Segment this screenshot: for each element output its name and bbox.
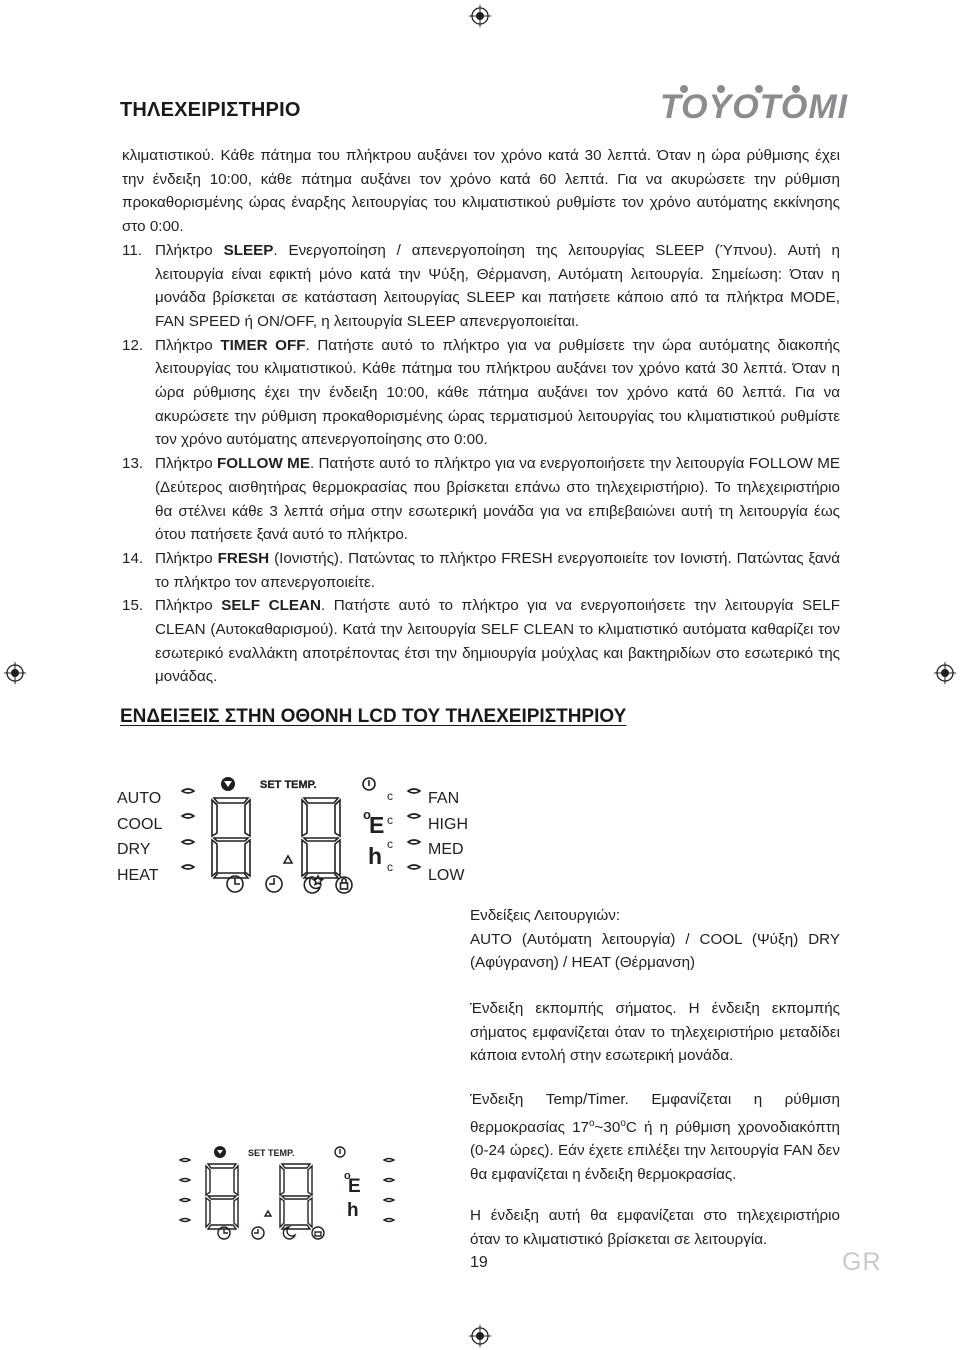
mode-labels — [117, 786, 162, 888]
seven-segment-digit — [212, 798, 250, 878]
item-prefix: Πλήκτρο — [155, 455, 218, 473]
degree-symbol: o — [363, 807, 371, 822]
list-item — [122, 594, 840, 689]
brand-logo — [660, 84, 849, 128]
lcd-operation-diagram — [172, 1134, 412, 1240]
item-text: . Πατήστε αυτό το πλήκτρο για να ρυθμίσετε την ώρα αυτόματης διακοπής λειτουργίας του κλιματιστικού. Κάθε πάτημα του πλήκτρου αυξάνει τον χρόνο κατά 30 λεπτά. Όταν η ώρα ρύθμισης έχει την ένδειξη 10:00, κάθε πάτημα αυξάνει τον χρόνο κατά 60 λεπτά. Για να ακυρώσετε την ρύθμιση προκαθορισμένης ώρας τερματισμού λειτουργίας του κλιματιστικού ρυθμίστε τον χρόνο αυτόματης απενεργοποίησης στο 0:00. — [155, 336, 840, 449]
fan-c-marker: c — [387, 789, 393, 803]
seven-segment-digit — [302, 798, 340, 878]
key-name: SLEEP — [223, 241, 274, 259]
fan-label-low: LOW — [428, 866, 465, 884]
signal-icon — [265, 1211, 271, 1216]
lcd-letter-h: h — [347, 1200, 359, 1221]
lock-icon — [312, 1227, 324, 1239]
item-prefix: Πλήκτρο — [155, 336, 221, 354]
registration-mark-icon — [469, 1325, 491, 1347]
fan-label-fan: FAN — [428, 790, 460, 807]
set-temp-label: SET TEMP. — [260, 779, 317, 791]
key-name: FRESH — [217, 549, 270, 567]
lcd-letter-h: h — [368, 843, 383, 869]
item-prefix: Πλήκτρο — [155, 241, 224, 259]
list-item — [122, 452, 840, 547]
transmit-icon — [221, 777, 235, 791]
description-text: AUTO (Αυτόματη λειτουργία) / COOL (Ψύξη) DRY (Αφύγρανση) / HEAT (Θέρμανση) — [470, 930, 840, 972]
description-text: Ένδειξη εκπομπής σήματος. Η ένδειξη εκπομπής σήματος εμφανίζεται όταν το τηλεχειριστήριο μεταδίδει κάποια εντολή στην εσωτερική μονάδα. — [470, 1000, 840, 1065]
lcd-letter-e: E — [369, 812, 385, 838]
description-text-part: Ένδειξη Temp/Timer. Εμφανίζεται η ρύθμιση θερμοκρασίας 17 — [470, 1091, 840, 1136]
lcd-letter-e: E — [348, 1176, 361, 1197]
description-text — [470, 1088, 840, 1186]
description-temp-timer — [470, 1088, 840, 1186]
description-text-part: ~30 — [594, 1118, 621, 1136]
mode-label-heat: HEAT — [117, 866, 159, 884]
superscript-degree: o — [620, 1117, 626, 1129]
instructions-body — [122, 144, 840, 689]
item-text: (Ιονιστής). Πατώντας το πλήκτρο FRESH ενεργοποιείτε τον Ιονιστή. Πατώντας ξανά το πλήκτρο τον απενεργοποιείτε. — [155, 549, 840, 591]
description-text-part: C ή η ρύθμιση χρονοδιακόπτη (0-24 ώρες). Εάν έχετε επιλέξει την λειτουργία FAN δεν θα εμφανίζεται η ένδειξη θερμοκρασίας. — [470, 1118, 840, 1183]
key-name: SELF CLEAN — [221, 597, 321, 615]
fan-indicator — [408, 814, 420, 818]
description-title: Ενδείξεις Λειτουργιών: — [470, 907, 621, 924]
mode-label-dry: DRY — [117, 841, 151, 858]
timer-on-icon — [227, 876, 243, 892]
fan-c-marker: c — [387, 813, 393, 827]
fan-c-marker: c — [387, 860, 393, 874]
seven-segment-digit — [206, 1164, 238, 1229]
item-text: . Ενεργοποίηση / απενεργοποίηση της λειτουργίας SLEEP (Ύπνου). Αυτή η λειτουργία είναι εφικτή μόνο κατά την Ψύξη, Θέρμανση, Αυτόματη λειτουργία. Σημείωση: Όταν η μονάδα βρίσκεται σε κατάσταση λειτουργίας SLEEP και πατήσετε κάποιο από τα πλήκτρα MODE, FAN SPEED ή ON/OFF, η λειτουργία SLEEP απενεργοποιείται. — [155, 241, 840, 330]
transmit-icon — [214, 1146, 226, 1158]
section-title: ΕΝΔΕΙΞΕΙΣ ΣΤΗΝ ΟΘΟΝΗ LCD ΤΟΥ ΤΗΛΕΧΕΙΡΙΣΤΗΡΙΟΥ — [120, 706, 627, 727]
item-number: 13. — [122, 455, 144, 473]
fan-indicator — [408, 789, 420, 793]
item-text: . Πατήστε αυτό το πλήκτρο για να ενεργοποιήσετε την λειτουργία FOLLOW ME (Δεύτερος αισθητήρας θερμοκρασίας που βρίσκεται επάνω στο τηλεχειριστήριο). Το τηλεχειριστήριο θα στέλνει κάθε 3 λεπτά σήμα στην εσωτερική μονάδα για να επιβεβαιώνει αυτή τη λειτουργία έως ότου πατήσετε ξανά αυτό το πλήκτρο. — [155, 455, 840, 544]
description-signal — [470, 997, 840, 1068]
mode-indicator — [182, 840, 194, 844]
fan-indicator — [408, 865, 420, 869]
item-number: 15. — [122, 597, 144, 615]
set-temp-label: SET TEMP. — [248, 1148, 295, 1158]
list-item — [122, 547, 840, 594]
mode-label-auto: AUTO — [117, 790, 162, 807]
description-modes — [470, 904, 840, 975]
lock-icon — [336, 877, 352, 893]
registration-mark-icon — [4, 662, 26, 684]
operation-indicator-icon — [335, 1147, 345, 1157]
key-name: FOLLOW ME — [217, 455, 310, 473]
item-text: . Πατήστε αυτό το πλήκτρο για να ενεργοποιήσετε την λειτουργία SELF CLEAN (Αυτοκαθαρισμού). Κατά την λειτουργία SELF CLEAN το κλιματιστικό αυτόματα καθαρίζει τον εσωτερικό εναλλάκτη αποτρέποντας έτσι την δημιουργία μούχλας και βακτηριδίων στο εσωτερικό της μονάδας. — [155, 597, 840, 686]
fan-labels — [428, 786, 468, 888]
intro-paragraph: κλιματιστικού. Κάθε πάτημα του πλήκτρου αυξάνει τον χρόνο κατά 30 λεπτά. Όταν η ώρα ρύθμισης έχει την ένδειξη 10:00, κάθε πάτημα αυξάνει τον χρόνο κατά 60 λεπτά. Για να ακυρώσετε την ρύθμιση προκαθορισμένης ώρας έναρξης λειτουργίας του κλιματιστικού ρυθμίστε τον χρόνο αυτόματης εκκίνησης στο 0:00. — [122, 147, 840, 236]
language-code: GR — [842, 1248, 882, 1276]
brand-logo-text: TOYOTOMI — [660, 88, 849, 126]
timer-off-icon — [252, 1227, 264, 1239]
fan-label-high: HIGH — [428, 815, 468, 833]
list-item — [122, 334, 840, 453]
page-header-title: ΤΗΛΕΧΕΙΡΙΣΤΗΡΙΟ — [120, 99, 301, 121]
item-prefix: Πλήκτρο — [155, 597, 222, 615]
registration-mark-icon — [934, 662, 956, 684]
mode-indicator — [182, 865, 194, 869]
signal-icon — [284, 856, 292, 863]
key-name: TIMER OFF — [220, 336, 306, 354]
fan-c-marker: c — [387, 837, 393, 851]
superscript-degree: o — [588, 1117, 595, 1129]
item-prefix: Πλήκτρο — [155, 549, 218, 567]
lcd-display-diagram — [172, 764, 432, 900]
mode-indicator — [182, 789, 194, 793]
item-number: 12. — [122, 336, 144, 354]
list-item — [122, 239, 840, 334]
fan-label-med: MED — [428, 841, 464, 858]
description-text: Η ένδειξη αυτή θα εμφανίζεται στο τηλεχειριστήριο όταν το κλιματιστικό βρίσκεται σε λειτουργία. — [470, 1207, 840, 1248]
timer-off-icon — [266, 876, 282, 892]
seven-segment-digit — [280, 1164, 312, 1229]
registration-mark-icon — [469, 5, 491, 27]
mode-indicator — [182, 814, 194, 818]
operation-indicator-icon — [363, 778, 375, 790]
degree-symbol: o — [344, 1170, 351, 1182]
page-number: 19 — [470, 1254, 488, 1271]
description-operation — [470, 1204, 840, 1251]
fan-indicator — [408, 840, 420, 844]
item-number: 11. — [122, 241, 142, 259]
mode-label-cool: COOL — [117, 815, 163, 833]
item-number: 14. — [122, 549, 144, 567]
